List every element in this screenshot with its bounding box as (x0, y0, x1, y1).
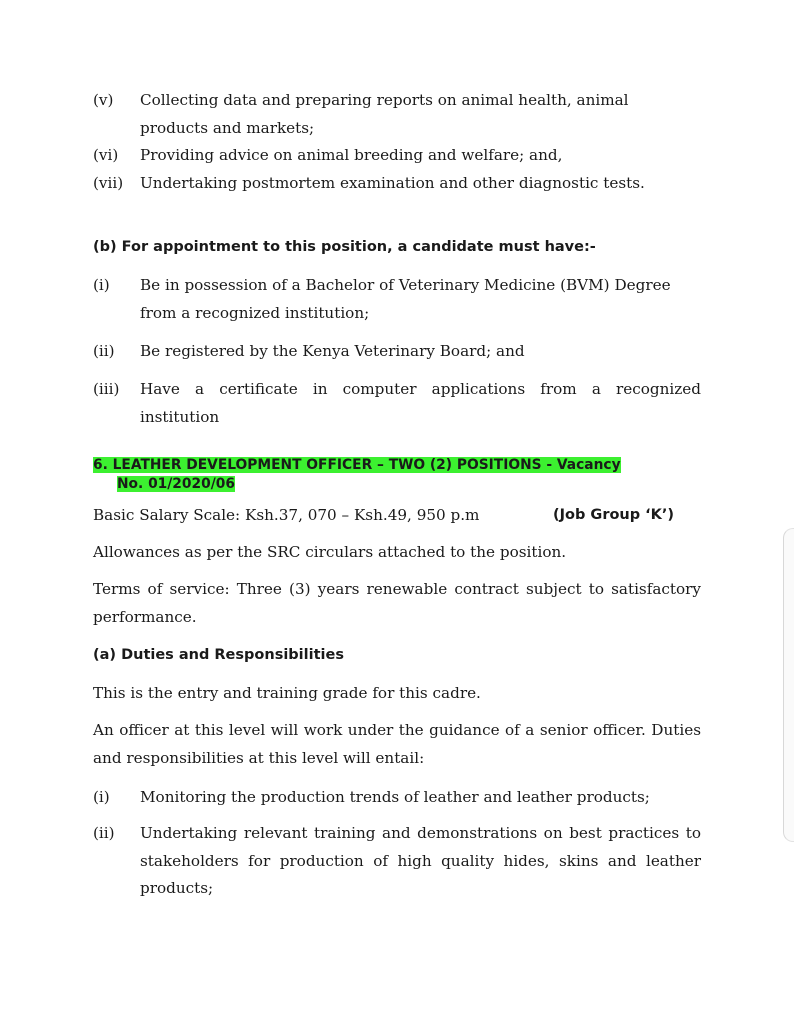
entry-grade-text: This is the entry and training grade for this cadre. (93, 684, 481, 702)
list-item-text: Providing advice on animal breeding and welfare; and, (140, 146, 563, 164)
job-group: (Job Group ‘K’) (553, 507, 675, 523)
salary-scale: Basic Salary Scale: Ksh.37, 070 – Ksh.49, 950 p.m (93, 506, 480, 524)
list-number: (vii) (93, 174, 124, 192)
position-heading-line2: No. 01/2020/06 (117, 476, 235, 492)
list-number: (v) (93, 91, 114, 109)
list-number: (ii) (93, 824, 115, 842)
list-item-text: Monitoring the production trends of leather and leather products; (140, 788, 650, 806)
list-number: (i) (93, 788, 110, 806)
list-item-text: Collecting data and preparing reports on animal health, animal products and markets; (140, 91, 629, 137)
guidance-text: An officer at this level will work under the guidance of a senior officer. Duties and responsibilities at this level will entail: (93, 721, 701, 767)
list-item-text: Be in possession of a Bachelor of Veterinary Medicine (BVM) Degree from a recognized institution; (140, 276, 671, 322)
duties-heading: (a) Duties and Responsibilities (93, 647, 344, 663)
section-b-heading: (b) For appointment to this position, a candidate must have:- (93, 239, 596, 255)
list-item-text: Be registered by the Kenya Veterinary Board; and (140, 342, 525, 360)
list-item-text: Undertaking relevant training and demonstrations on best practices to stakeholders for production of high quality hides, skins and leather products; (140, 824, 701, 897)
position-heading (93, 456, 621, 494)
list-number: (vi) (93, 146, 119, 164)
list-number: (ii) (93, 342, 115, 360)
allowances-text: Allowances as per the SRC circulars attached to the position. (93, 543, 567, 561)
page-edge-tab (783, 528, 794, 842)
list-number: (i) (93, 276, 110, 294)
terms-of-service: Terms of service: Three (3) years renewable contract subject to satisfactory performance. (93, 580, 701, 626)
position-heading-line1: 6. LEATHER DEVELOPMENT OFFICER – TWO (2) POSITIONS - Vacancy (93, 457, 621, 473)
list-item-text: Undertaking postmortem examination and other diagnostic tests. (140, 174, 645, 192)
list-item-text: Have a certificate in computer applications from a recognized institution (140, 380, 701, 426)
list-number: (iii) (93, 380, 120, 398)
